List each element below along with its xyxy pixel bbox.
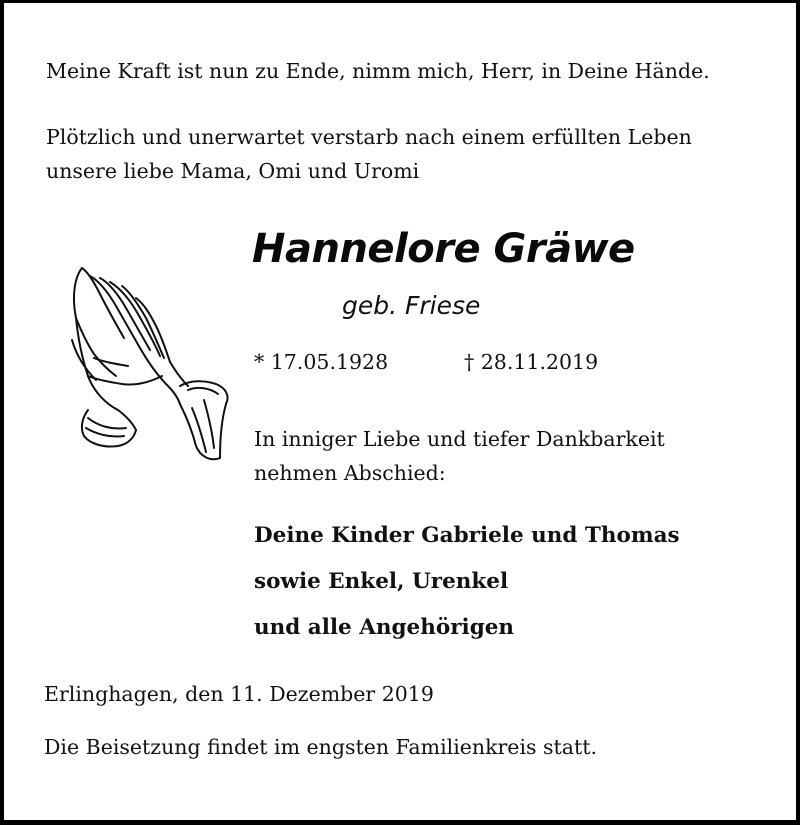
deceased-name: Hannelore Gräwe	[252, 226, 635, 272]
motto-verse: Meine Kraft ist nun zu Ende, nimm mich, Herr, in Deine Hände.	[46, 59, 710, 83]
intro-line-2: unsere liebe Mama, Omi und Uromi	[46, 159, 420, 183]
praying-hands-icon	[64, 258, 234, 468]
mourner-line: Deine Kinder Gabriele und Thomas	[254, 523, 680, 548]
burial-note: Die Beisetzung findet im engsten Familienkreis statt.	[44, 735, 598, 759]
intro-line-1: Plötzlich und unerwartet verstarb nach einem erfüllten Leben	[46, 125, 692, 149]
place-and-date: Erlinghagen, den 11. Dezember 2019	[44, 682, 434, 706]
birth-date: * 17.05.1928	[254, 350, 389, 374]
farewell-line-2: nehmen Abschied:	[254, 461, 446, 485]
maiden-name: geb. Friese	[342, 291, 481, 320]
mourner-line: sowie Enkel, Urenkel	[254, 569, 509, 594]
farewell-line-1: In inniger Liebe und tiefer Dankbarkeit	[254, 427, 665, 451]
death-date: † 28.11.2019	[464, 350, 599, 374]
mourner-line: und alle Angehörigen	[254, 615, 515, 640]
